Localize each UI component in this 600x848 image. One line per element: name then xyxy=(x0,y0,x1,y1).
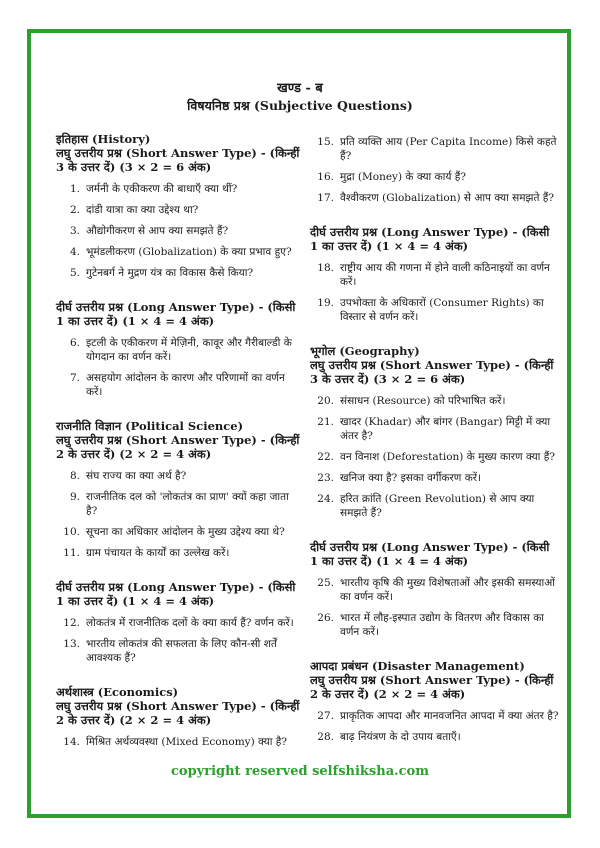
question-item xyxy=(56,469,301,483)
question-number: 4. xyxy=(69,246,80,258)
question-text: लोकतंत्र में राजनीतिक दलों के क्या कार्य हैं? वर्णन करें। xyxy=(86,617,294,629)
question-number: 1. xyxy=(69,183,80,195)
question-item xyxy=(56,371,301,399)
question-item xyxy=(56,182,301,196)
left-column xyxy=(56,132,301,769)
question-text: प्राकृतिक आपदा और मानवजनित आपदा में क्या अंतर है? xyxy=(340,710,559,722)
question-item xyxy=(310,261,560,289)
question-item xyxy=(56,203,301,217)
subject-title: भूगोल (Geography) xyxy=(310,344,420,358)
question-number: 6. xyxy=(69,337,80,349)
question-text: खादर (Khadar) और बांगर (Bangar) मिट्टी में क्या अंतर है? xyxy=(340,416,551,442)
question-text: गुटेनबर्ग ने मुद्रण यंत्र का विकास कैसे किया? xyxy=(86,267,254,279)
question-text: हरित क्रांति (Green Revolution) से आप क्या समझते हैं? xyxy=(340,493,535,519)
question-number: 2. xyxy=(69,204,80,216)
question-text: सूचना का अधिकार आंदोलन के मुख्य उद्देश्य क्या थे? xyxy=(86,526,285,538)
question-number: 24. xyxy=(317,493,334,505)
question-item xyxy=(310,415,560,443)
question-text: जर्मनी के एकीकरण की बाधाएँ क्या थीं? xyxy=(86,183,238,195)
question-section xyxy=(310,659,560,744)
question-text: मिश्रित अर्थव्यवस्था (Mixed Economy) क्या है? xyxy=(86,736,288,748)
subject-title: अर्थशास्त्र (Economics) xyxy=(56,685,179,699)
question-type-heading: लघु उत्तरीय प्रश्न (Short Answer Type) - (किन्हीं 2 के उत्तर दें) (2 × 2 = 4 अंक) xyxy=(56,699,300,727)
question-section xyxy=(56,132,301,280)
question-number: 14. xyxy=(63,736,80,748)
question-list xyxy=(56,469,301,560)
question-item xyxy=(56,266,301,280)
subject-title: इतिहास (History) xyxy=(56,132,151,146)
question-list xyxy=(310,576,560,639)
question-number: 22. xyxy=(317,451,334,463)
question-number: 15. xyxy=(317,136,334,148)
question-number: 3. xyxy=(69,225,80,237)
question-number: 25. xyxy=(317,577,334,589)
question-text: राजनीतिक दल को 'लोकतंत्र का प्राण' क्यों कहा जाता है? xyxy=(86,491,289,517)
question-text: मुद्रा (Money) के क्या कार्य हैं? xyxy=(340,171,467,183)
question-item xyxy=(310,394,560,408)
question-type-heading: लघु उत्तरीय प्रश्न (Short Answer Type) - (किन्हीं 3 के उत्तर दें) (3 × 2 = 6 अंक) xyxy=(310,358,554,386)
question-number: 9. xyxy=(69,491,80,503)
question-number: 12. xyxy=(63,617,80,629)
question-item xyxy=(310,730,560,744)
question-section xyxy=(56,419,301,560)
question-item xyxy=(310,170,560,184)
copyright-footer: copyright reserved selfshiksha.com xyxy=(171,764,429,779)
subject-title: आपदा प्रबंधन (Disaster Management) xyxy=(310,659,525,673)
question-section xyxy=(310,135,560,205)
question-item xyxy=(310,471,560,485)
question-list xyxy=(310,135,560,205)
question-type-heading: दीर्घ उत्तरीय प्रश्न (Long Answer Type) - (किसी 1 का उत्तर दें) (1 × 4 = 4 अंक) xyxy=(56,300,296,328)
question-text: भूमंडलीकरण (Globalization) के क्या प्रभाव हुए? xyxy=(86,246,292,258)
question-text: भारत में लौह-इस्पात उद्योग के वितरण और विकास का वर्णन करें। xyxy=(340,612,544,638)
question-type-heading: दीर्घ उत्तरीय प्रश्न (Long Answer Type) - (किसी 1 का उत्तर दें) (1 × 4 = 4 अंक) xyxy=(310,225,550,253)
question-item xyxy=(56,336,301,364)
question-text: संघ राज्य का क्या अर्थ है? xyxy=(86,470,187,482)
question-text: दांडी यात्रा का क्या उद्देश्य था? xyxy=(86,204,199,216)
question-list xyxy=(56,616,301,665)
question-text: इटली के एकीकरण में मेज़िनी, कावूर और गैरीबाल्डी के योगदान का वर्णन करें। xyxy=(86,337,292,363)
section-heading: खण्ड - ब xyxy=(277,81,323,96)
question-number: 5. xyxy=(69,267,80,279)
question-number: 18. xyxy=(317,262,334,274)
question-list xyxy=(56,182,301,280)
question-number: 20. xyxy=(317,395,334,407)
question-number: 10. xyxy=(63,526,80,538)
question-list xyxy=(310,394,560,520)
subject-title: राजनीति विज्ञान (Political Science) xyxy=(56,419,244,433)
question-item xyxy=(56,637,301,665)
question-item xyxy=(56,525,301,539)
question-number: 28. xyxy=(317,731,334,743)
right-column xyxy=(310,135,560,764)
question-type-heading: दीर्घ उत्तरीय प्रश्न (Long Answer Type) - (किसी 1 का उत्तर दें) (1 × 4 = 4 अंक) xyxy=(56,580,296,608)
page-subtitle: विषयनिष्ठ प्रश्न (Subjective Questions) xyxy=(187,98,413,113)
question-text: प्रति व्यक्ति आय (Per Capita Income) किसे कहते हैं? xyxy=(340,136,557,162)
question-number: 19. xyxy=(317,297,334,309)
question-text: औद्योगीकरण से आप क्या समझते हैं? xyxy=(86,225,229,237)
question-section xyxy=(310,225,560,324)
question-type-heading: लघु उत्तरीय प्रश्न (Short Answer Type) - (किन्हीं 3 के उत्तर दें) (3 × 2 = 6 अंक) xyxy=(56,146,300,174)
question-text: वन विनाश (Deforestation) के मुख्य कारण क्या हैं? xyxy=(340,451,555,463)
question-type-heading: लघु उत्तरीय प्रश्न (Short Answer Type) - (किन्हीं 2 के उत्तर दें) (2 × 2 = 4 अंक) xyxy=(56,433,300,461)
question-number: 21. xyxy=(317,416,334,428)
question-list xyxy=(56,735,301,749)
question-number: 7. xyxy=(69,372,80,384)
question-number: 11. xyxy=(63,547,80,559)
question-item xyxy=(310,709,560,723)
question-item xyxy=(310,611,560,639)
question-item xyxy=(310,296,560,324)
question-number: 16. xyxy=(317,171,334,183)
question-text: असहयोग आंदोलन के कारण और परिणामों का वर्णन करें। xyxy=(86,372,285,398)
question-section xyxy=(56,300,301,399)
question-section xyxy=(310,344,560,520)
question-item xyxy=(56,490,301,518)
question-type-heading: दीर्घ उत्तरीय प्रश्न (Long Answer Type) - (किसी 1 का उत्तर दें) (1 × 4 = 4 अंक) xyxy=(310,540,550,568)
question-text: ग्राम पंचायत के कार्यों का उल्लेख करें। xyxy=(86,547,230,559)
question-text: भारतीय कृषि की मुख्य विशेषताओं और इसकी समस्याओं का वर्णन करें। xyxy=(340,577,555,603)
question-item xyxy=(56,245,301,259)
question-item xyxy=(310,135,560,163)
question-number: 26. xyxy=(317,612,334,624)
question-type-heading: लघु उत्तरीय प्रश्न (Short Answer Type) - (किन्हीं 2 के उत्तर दें) (2 × 2 = 4 अंक) xyxy=(310,673,554,701)
question-text: भारतीय लोकतंत्र की सफलता के लिए कौन-सी शर्तें आवश्यक हैं? xyxy=(86,638,277,664)
question-item xyxy=(310,191,560,205)
question-list xyxy=(310,261,560,324)
question-item xyxy=(310,576,560,604)
question-text: खनिज क्या है? इसका वर्गीकरण करें। xyxy=(340,472,482,484)
question-number: 17. xyxy=(317,192,334,204)
question-number: 8. xyxy=(69,470,80,482)
question-item xyxy=(310,492,560,520)
question-number: 27. xyxy=(317,710,334,722)
question-text: बाढ़ नियंत्रण के दो उपाय बताएँ। xyxy=(340,731,461,743)
question-text: राष्ट्रीय आय की गणना में होने वाली कठिनाइयों का वर्णन करें। xyxy=(340,262,550,288)
question-section xyxy=(56,580,301,665)
question-item xyxy=(56,735,301,749)
question-number: 23. xyxy=(317,472,334,484)
question-item xyxy=(56,546,301,560)
question-list xyxy=(56,336,301,399)
question-item xyxy=(56,616,301,630)
question-item xyxy=(310,450,560,464)
question-text: उपभोक्ता के अधिकारों (Consumer Rights) का विस्तार से वर्णन करें। xyxy=(340,297,544,323)
question-section xyxy=(310,540,560,639)
question-section xyxy=(56,685,301,749)
question-text: वैश्वीकरण (Globalization) से आप क्या समझते हैं? xyxy=(340,192,554,204)
question-number: 13. xyxy=(63,638,80,650)
question-item xyxy=(56,224,301,238)
question-text: संसाधन (Resource) को परिभाषित करें। xyxy=(340,395,506,407)
question-list xyxy=(310,709,560,744)
